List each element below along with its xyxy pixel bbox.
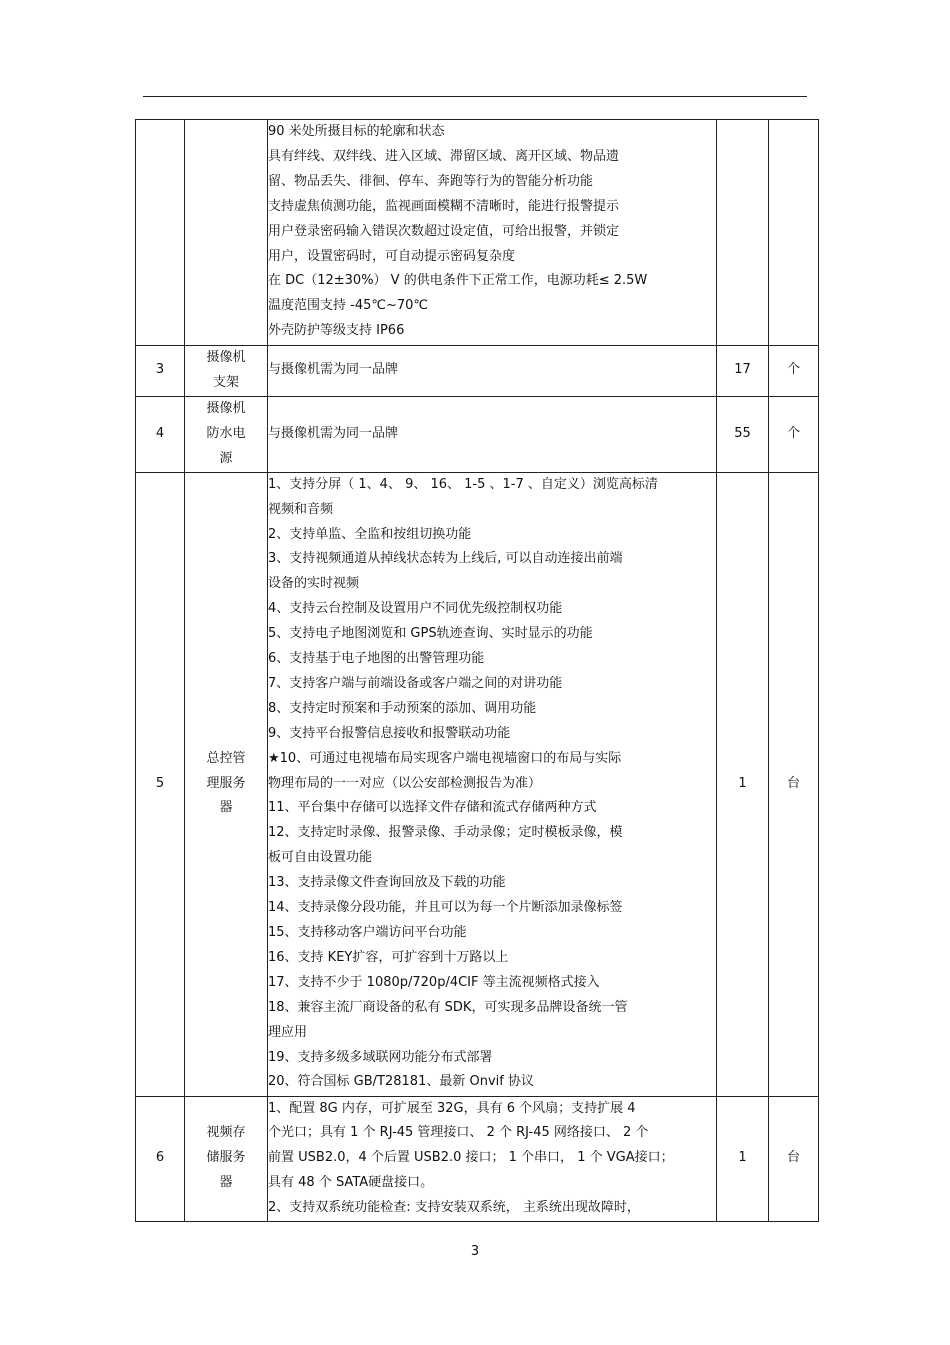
description-line: 用户，设置密码时，可自动提示密码复杂度 xyxy=(268,248,516,264)
item-name-line: 理服务 xyxy=(206,775,246,791)
item-name-line: 源 xyxy=(219,450,233,466)
description-line: 90 米处所摄目标的轮廓和状态 xyxy=(268,124,445,139)
description-line: 2、支持单监、全监和按组切换功能 xyxy=(268,526,472,542)
item-description xyxy=(268,1096,717,1222)
description-line: 17、支持不少于 1080p/720p/4CIF 等主流视频格式接入 xyxy=(268,974,600,990)
item-name xyxy=(185,472,268,1096)
item-quantity: 55 xyxy=(717,396,769,472)
description-line: 19、支持多级多域联网功能分布式部署 xyxy=(268,1049,493,1065)
item-number: 3 xyxy=(136,346,185,397)
item-description xyxy=(268,472,717,1096)
item-unit: 个 xyxy=(769,396,819,472)
item-number xyxy=(136,120,185,346)
description-line: 设备的实时视频 xyxy=(268,576,360,592)
item-number: 6 xyxy=(136,1096,185,1222)
item-name xyxy=(185,1096,268,1222)
description-line: 与摄像机需为同一品牌 xyxy=(268,362,399,378)
description-line: 支持虚焦侦测功能，监视画面模糊不清晰时，能进行报警提示 xyxy=(268,198,620,214)
description-line: 前置 USB2.0，4 个后置 USB2.0 接口； 1 个串口， 1 个 VGA接口； xyxy=(268,1150,674,1166)
item-name xyxy=(185,396,268,472)
item-number: 4 xyxy=(136,396,185,472)
table-row xyxy=(136,120,819,346)
description-line: 个光口；具有 1 个 RJ-45 管理接口、 2 个 RJ-45 网络接口、 2 个 xyxy=(268,1125,649,1141)
description-line: 15、支持移动客户端访问平台功能 xyxy=(268,925,467,941)
item-number: 5 xyxy=(136,472,185,1096)
item-name-line: 器 xyxy=(219,800,233,816)
description-line: 2、支持双系统功能检查: 支持安装双系统， 主系统出现故障时， xyxy=(268,1200,640,1216)
item-quantity xyxy=(717,120,769,346)
description-line: 7、支持客户端与前端设备或客户端之间的对讲功能 xyxy=(268,675,563,691)
description-line: 13、支持录像文件查询回放及下载的功能 xyxy=(268,875,506,891)
description-line: 具有绊线、双绊线、进入区域、滞留区域、离开区域、物品遗 xyxy=(268,148,620,164)
description-line: 物理布局的一一对应（以公安部检测报告为准） xyxy=(268,775,542,791)
item-name xyxy=(185,346,268,397)
table-row xyxy=(136,1096,819,1222)
item-name-line: 支架 xyxy=(212,374,239,390)
description-line: 9、支持平台报警信息接收和报警联动功能 xyxy=(268,725,511,741)
description-line: 在 DC（12±30%） V 的供电条件下正常工作，电源功耗≤ 2.5W xyxy=(268,273,648,289)
item-unit: 台 xyxy=(769,472,819,1096)
description-line: 1、配置 8G 内存，可扩展至 32G，具有 6 个风扇；支持扩展 4 xyxy=(268,1100,636,1116)
description-line: 20、符合国标 GB/T28181、最新 Onvif 协议 xyxy=(268,1074,534,1090)
description-line: 16、支持 KEY扩容，可扩容到十万路以上 xyxy=(268,949,509,965)
description-line: ★10、可通过电视墙布局实现客户端电视墙窗口的布局与实际 xyxy=(268,750,622,766)
item-name-line: 视频存 xyxy=(206,1125,246,1141)
spec-table xyxy=(135,119,819,1222)
item-quantity: 1 xyxy=(717,1096,769,1222)
item-name-line: 防水电 xyxy=(206,425,246,441)
description-line: 留、物品丢失、徘徊、停车、奔跑等行为的智能分析功能 xyxy=(268,173,594,189)
description-line: 8、支持定时预案和手动预案的添加、调用功能 xyxy=(268,700,537,716)
description-line: 6、支持基于电子地图的出警管理功能 xyxy=(268,651,485,667)
description-line: 1、支持分屏（ 1、4、 9、 16、 1-5 、1-7 、自定义）浏览高标清 xyxy=(268,476,658,492)
description-line: 18、兼容主流厂商设备的私有 SDK，可实现多品牌设备统一管 xyxy=(268,999,628,1015)
description-line: 3、支持视频通道从掉线状态转为上线后, 可以自动连接出前端 xyxy=(268,551,623,567)
item-name-line: 储服务 xyxy=(206,1150,246,1166)
description-line: 视频和音频 xyxy=(268,501,334,517)
description-line: 4、支持云台控制及设置用户不同优先级控制权功能 xyxy=(268,601,563,617)
description-line: 与摄像机需为同一品牌 xyxy=(268,425,399,441)
table-row xyxy=(136,396,819,472)
item-name-line: 摄像机 xyxy=(206,400,246,416)
item-name-line: 总控管 xyxy=(206,750,246,766)
item-name-line: 器 xyxy=(219,1175,233,1191)
item-unit: 个 xyxy=(769,346,819,397)
item-name-line: 摄像机 xyxy=(206,350,246,365)
description-line: 温度范围支持 -45℃~70℃ xyxy=(268,298,428,314)
item-unit xyxy=(769,120,819,346)
description-line: 外壳防护等级支持 IP66 xyxy=(268,323,405,339)
description-line: 具有 48 个 SATA硬盘接口。 xyxy=(268,1175,434,1191)
description-line: 5、支持电子地图浏览和 GPS轨迹查询、实时显示的功能 xyxy=(268,626,593,642)
item-description xyxy=(268,120,717,346)
page-number: 3 xyxy=(470,1244,480,1259)
description-line: 板可自由设置功能 xyxy=(268,850,373,866)
description-line: 理应用 xyxy=(268,1024,308,1040)
item-quantity: 1 xyxy=(717,472,769,1096)
header-rule xyxy=(143,96,807,97)
description-line: 12、支持定时录像、报警录像、手动录像；定时模板录像，模 xyxy=(268,825,623,841)
item-description xyxy=(268,396,717,472)
description-line: 用户登录密码输入错误次数超过设定值，可给出报警，并锁定 xyxy=(268,223,620,239)
item-quantity: 17 xyxy=(717,346,769,397)
item-unit: 台 xyxy=(769,1096,819,1222)
table-row xyxy=(136,346,819,397)
item-description xyxy=(268,346,717,397)
table-row xyxy=(136,472,819,1096)
description-line: 11、平台集中存储可以选择文件存储和流式存储两种方式 xyxy=(268,800,597,816)
description-line: 14、支持录像分段功能，并且可以为每一个片断添加录像标签 xyxy=(268,900,623,916)
item-name xyxy=(185,120,268,346)
